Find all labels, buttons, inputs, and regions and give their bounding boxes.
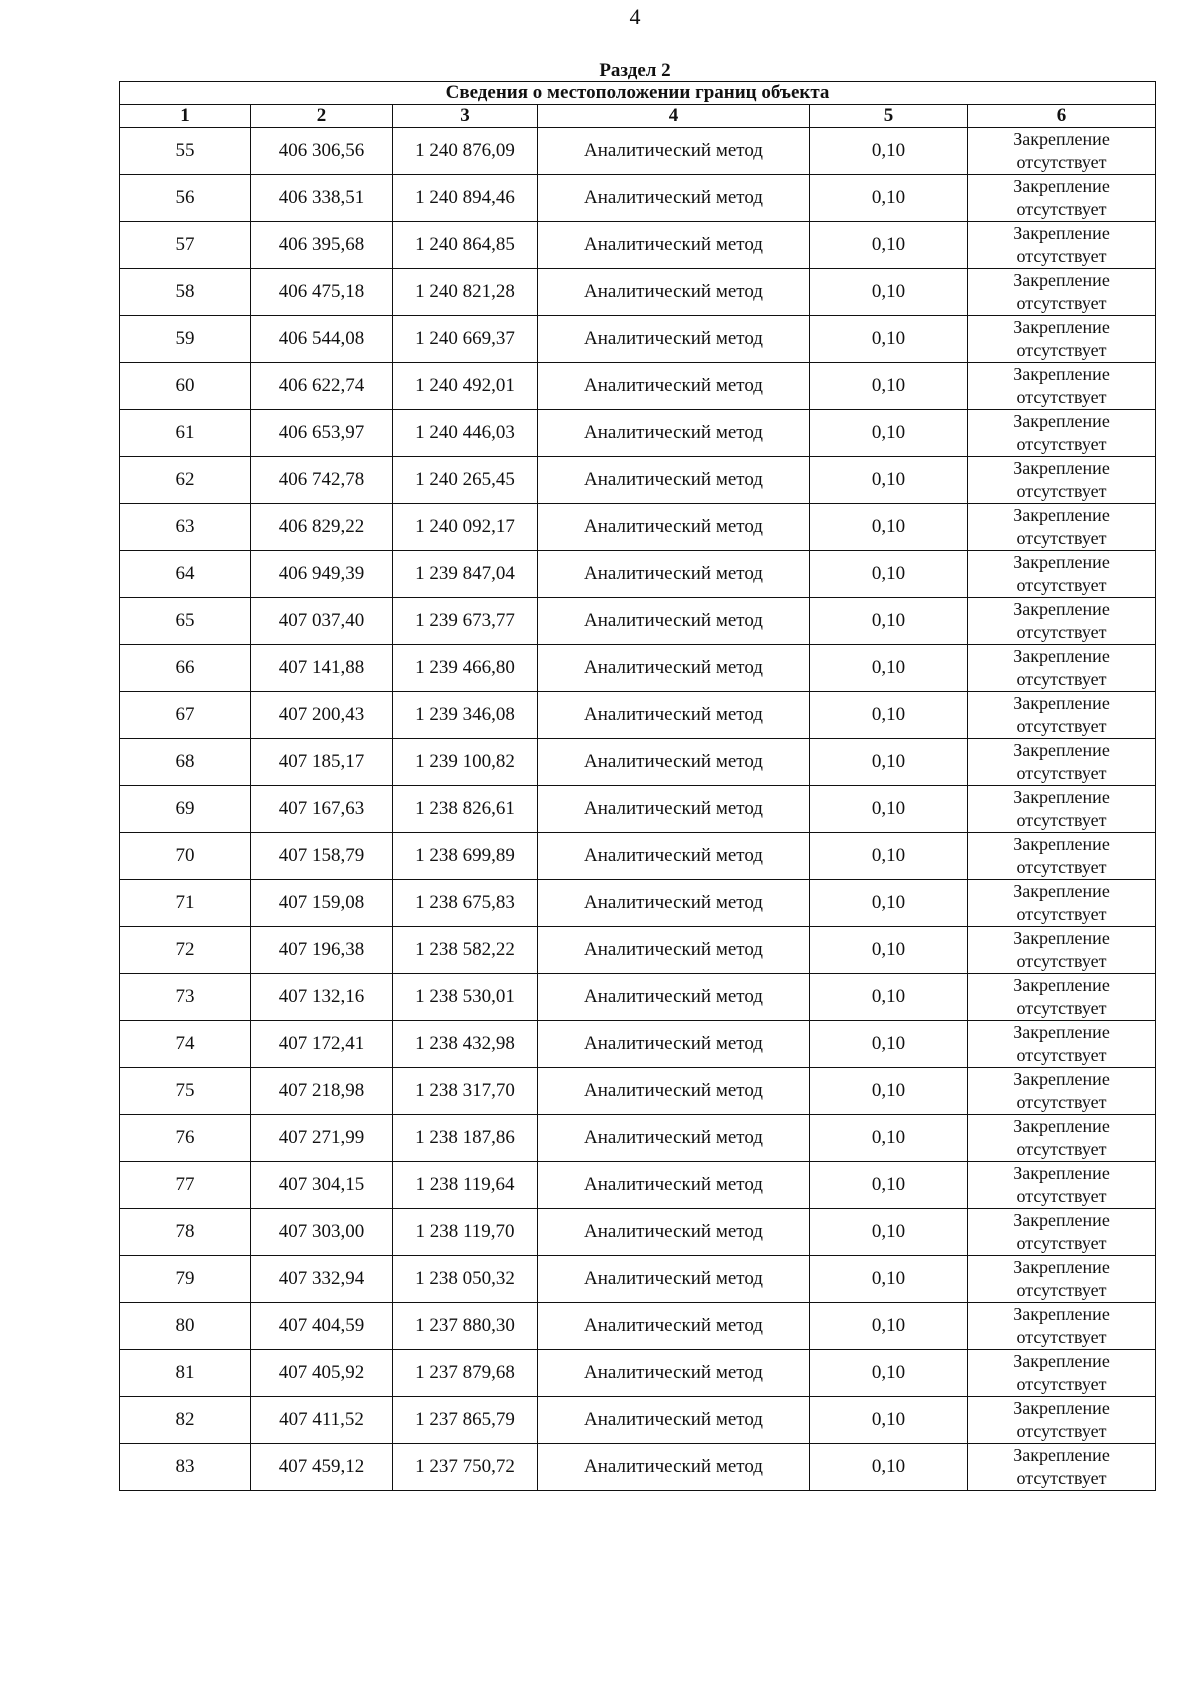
table-caption: Сведения о местоположении границ объекта	[120, 82, 1156, 105]
fixation-cell	[968, 974, 1156, 1021]
point-number-cell: 64	[120, 551, 251, 598]
y-coordinate-cell: 1 238 582,22	[393, 927, 538, 974]
fixation-cell	[968, 128, 1156, 175]
table-row	[120, 1115, 1156, 1162]
y-coordinate-cell: 1 240 446,03	[393, 410, 538, 457]
fixation-cell	[968, 1115, 1156, 1162]
point-number-cell: 73	[120, 974, 251, 1021]
fixation-cell	[968, 1303, 1156, 1350]
point-number-cell: 72	[120, 927, 251, 974]
method-cell: Аналитический метод	[538, 1303, 810, 1350]
y-coordinate-cell: 1 238 187,86	[393, 1115, 538, 1162]
fixation-cell	[968, 739, 1156, 786]
method-cell: Аналитический метод	[538, 316, 810, 363]
y-coordinate-cell: 1 238 119,70	[393, 1209, 538, 1256]
method-cell: Аналитический метод	[538, 1068, 810, 1115]
fixation-cell	[968, 457, 1156, 504]
point-number-cell: 60	[120, 363, 251, 410]
point-number-cell: 79	[120, 1256, 251, 1303]
point-number-cell: 65	[120, 598, 251, 645]
precision-cell: 0,10	[810, 786, 968, 833]
fixation-line-1: Закрепление	[1013, 834, 1110, 854]
fixation-line-2: отсутствует	[1016, 716, 1107, 736]
fixation-line-2: отсутствует	[1016, 904, 1107, 924]
method-cell: Аналитический метод	[538, 128, 810, 175]
point-number-cell: 81	[120, 1350, 251, 1397]
table-row	[120, 1303, 1156, 1350]
fixation-line-1: Закрепление	[1013, 1398, 1110, 1418]
fixation-line-1: Закрепление	[1013, 1257, 1110, 1277]
method-cell: Аналитический метод	[538, 927, 810, 974]
precision-cell: 0,10	[810, 410, 968, 457]
precision-cell: 0,10	[810, 974, 968, 1021]
method-cell: Аналитический метод	[538, 880, 810, 927]
point-number-cell: 71	[120, 880, 251, 927]
fixation-line-2: отсутствует	[1016, 1045, 1107, 1065]
table-header	[120, 82, 1156, 128]
fixation-cell	[968, 175, 1156, 222]
table-row	[120, 457, 1156, 504]
x-coordinate-cell: 407 218,98	[251, 1068, 393, 1115]
precision-cell: 0,10	[810, 269, 968, 316]
y-coordinate-cell: 1 239 466,80	[393, 645, 538, 692]
fixation-line-1: Закрепление	[1013, 975, 1110, 995]
method-cell: Аналитический метод	[538, 269, 810, 316]
method-cell: Аналитический метод	[538, 739, 810, 786]
point-number-cell: 78	[120, 1209, 251, 1256]
fixation-line-2: отсутствует	[1016, 669, 1107, 689]
fixation-line-2: отсутствует	[1016, 1374, 1107, 1394]
fixation-line-1: Закрепление	[1013, 1069, 1110, 1089]
method-cell: Аналитический метод	[538, 175, 810, 222]
x-coordinate-cell: 406 622,74	[251, 363, 393, 410]
fixation-line-2: отсутствует	[1016, 1186, 1107, 1206]
fixation-cell	[968, 598, 1156, 645]
fixation-line-2: отсутствует	[1016, 1233, 1107, 1253]
y-coordinate-cell: 1 240 821,28	[393, 269, 538, 316]
precision-cell: 0,10	[810, 1350, 968, 1397]
fixation-line-2: отсутствует	[1016, 434, 1107, 454]
precision-cell: 0,10	[810, 1115, 968, 1162]
method-cell: Аналитический метод	[538, 457, 810, 504]
column-number-3: 3	[393, 105, 538, 128]
x-coordinate-cell: 407 304,15	[251, 1162, 393, 1209]
y-coordinate-cell: 1 240 492,01	[393, 363, 538, 410]
fixation-line-1: Закрепление	[1013, 881, 1110, 901]
precision-cell: 0,10	[810, 692, 968, 739]
fixation-line-2: отсутствует	[1016, 293, 1107, 313]
method-cell: Аналитический метод	[538, 974, 810, 1021]
fixation-line-2: отсутствует	[1016, 1280, 1107, 1300]
fixation-line-1: Закрепление	[1013, 176, 1110, 196]
point-number-cell: 56	[120, 175, 251, 222]
point-number-cell: 59	[120, 316, 251, 363]
method-cell: Аналитический метод	[538, 833, 810, 880]
x-coordinate-cell: 407 172,41	[251, 1021, 393, 1068]
column-number-2: 2	[251, 105, 393, 128]
fixation-line-1: Закрепление	[1013, 1351, 1110, 1371]
column-number-5: 5	[810, 105, 968, 128]
fixation-cell	[968, 786, 1156, 833]
method-cell: Аналитический метод	[538, 551, 810, 598]
x-coordinate-cell: 406 829,22	[251, 504, 393, 551]
precision-cell: 0,10	[810, 222, 968, 269]
fixation-line-2: отсутствует	[1016, 998, 1107, 1018]
point-number-cell: 83	[120, 1444, 251, 1491]
precision-cell: 0,10	[810, 598, 968, 645]
y-coordinate-cell: 1 238 675,83	[393, 880, 538, 927]
point-number-cell: 76	[120, 1115, 251, 1162]
fixation-cell	[968, 1350, 1156, 1397]
fixation-line-1: Закрепление	[1013, 317, 1110, 337]
method-cell: Аналитический метод	[538, 598, 810, 645]
x-coordinate-cell: 407 159,08	[251, 880, 393, 927]
fixation-cell	[968, 880, 1156, 927]
method-cell: Аналитический метод	[538, 504, 810, 551]
fixation-line-1: Закрепление	[1013, 552, 1110, 572]
point-number-cell: 68	[120, 739, 251, 786]
fixation-line-2: отсутствует	[1016, 1327, 1107, 1347]
fixation-cell	[968, 1068, 1156, 1115]
precision-cell: 0,10	[810, 880, 968, 927]
x-coordinate-cell: 407 459,12	[251, 1444, 393, 1491]
column-number-6: 6	[968, 105, 1156, 128]
precision-cell: 0,10	[810, 551, 968, 598]
y-coordinate-cell: 1 240 092,17	[393, 504, 538, 551]
y-coordinate-cell: 1 237 880,30	[393, 1303, 538, 1350]
y-coordinate-cell: 1 237 865,79	[393, 1397, 538, 1444]
x-coordinate-cell: 407 196,38	[251, 927, 393, 974]
table-row	[120, 598, 1156, 645]
fixation-line-1: Закрепление	[1013, 1163, 1110, 1183]
fixation-cell	[968, 363, 1156, 410]
fixation-line-1: Закрепление	[1013, 740, 1110, 760]
fixation-line-1: Закрепление	[1013, 411, 1110, 431]
table-row	[120, 222, 1156, 269]
table-row	[120, 739, 1156, 786]
y-coordinate-cell: 1 240 864,85	[393, 222, 538, 269]
fixation-line-2: отсутствует	[1016, 1421, 1107, 1441]
x-coordinate-cell: 407 037,40	[251, 598, 393, 645]
point-number-cell: 63	[120, 504, 251, 551]
precision-cell: 0,10	[810, 363, 968, 410]
precision-cell: 0,10	[810, 1444, 968, 1491]
method-cell: Аналитический метод	[538, 1115, 810, 1162]
point-number-cell: 75	[120, 1068, 251, 1115]
x-coordinate-cell: 407 158,79	[251, 833, 393, 880]
fixation-line-2: отсутствует	[1016, 387, 1107, 407]
x-coordinate-cell: 407 185,17	[251, 739, 393, 786]
fixation-line-1: Закрепление	[1013, 223, 1110, 243]
fixation-line-2: отсутствует	[1016, 481, 1107, 501]
table-row	[120, 974, 1156, 1021]
point-number-cell: 66	[120, 645, 251, 692]
fixation-line-2: отсутствует	[1016, 199, 1107, 219]
fixation-line-2: отсутствует	[1016, 951, 1107, 971]
x-coordinate-cell: 407 271,99	[251, 1115, 393, 1162]
table-row	[120, 1209, 1156, 1256]
point-number-cell: 70	[120, 833, 251, 880]
table-row	[120, 1068, 1156, 1115]
precision-cell: 0,10	[810, 457, 968, 504]
fixation-cell	[968, 1397, 1156, 1444]
table-row	[120, 410, 1156, 457]
y-coordinate-cell: 1 238 699,89	[393, 833, 538, 880]
method-cell: Аналитический метод	[538, 786, 810, 833]
fixation-cell	[968, 504, 1156, 551]
precision-cell: 0,10	[810, 1068, 968, 1115]
y-coordinate-cell: 1 237 879,68	[393, 1350, 538, 1397]
y-coordinate-cell: 1 238 119,64	[393, 1162, 538, 1209]
x-coordinate-cell: 407 200,43	[251, 692, 393, 739]
point-number-cell: 77	[120, 1162, 251, 1209]
fixation-line-2: отсутствует	[1016, 857, 1107, 877]
table-row	[120, 551, 1156, 598]
x-coordinate-cell: 407 303,00	[251, 1209, 393, 1256]
x-coordinate-cell: 406 653,97	[251, 410, 393, 457]
y-coordinate-cell: 1 239 100,82	[393, 739, 538, 786]
method-cell: Аналитический метод	[538, 1256, 810, 1303]
y-coordinate-cell: 1 237 750,72	[393, 1444, 538, 1491]
x-coordinate-cell: 407 141,88	[251, 645, 393, 692]
table-row	[120, 692, 1156, 739]
fixation-line-1: Закрепление	[1013, 1116, 1110, 1136]
x-coordinate-cell: 406 949,39	[251, 551, 393, 598]
fixation-line-2: отсутствует	[1016, 763, 1107, 783]
precision-cell: 0,10	[810, 316, 968, 363]
y-coordinate-cell: 1 238 826,61	[393, 786, 538, 833]
point-number-cell: 80	[120, 1303, 251, 1350]
table-row	[120, 786, 1156, 833]
table-row	[120, 1350, 1156, 1397]
fixation-cell	[968, 927, 1156, 974]
fixation-line-2: отсутствует	[1016, 575, 1107, 595]
fixation-cell	[968, 645, 1156, 692]
x-coordinate-cell: 406 338,51	[251, 175, 393, 222]
table-row	[120, 1162, 1156, 1209]
point-number-cell: 82	[120, 1397, 251, 1444]
point-number-cell: 62	[120, 457, 251, 504]
precision-cell: 0,10	[810, 1209, 968, 1256]
fixation-line-2: отсутствует	[1016, 1092, 1107, 1112]
fixation-cell	[968, 1444, 1156, 1491]
table-body	[120, 128, 1156, 1491]
x-coordinate-cell: 406 475,18	[251, 269, 393, 316]
y-coordinate-cell: 1 240 876,09	[393, 128, 538, 175]
fixation-line-1: Закрепление	[1013, 599, 1110, 619]
fixation-line-2: отсутствует	[1016, 810, 1107, 830]
precision-cell: 0,10	[810, 1256, 968, 1303]
fixation-line-1: Закрепление	[1013, 1445, 1110, 1465]
precision-cell: 0,10	[810, 1021, 968, 1068]
section-title: Раздел 2	[599, 60, 671, 81]
fixation-line-1: Закрепление	[1013, 787, 1110, 807]
precision-cell: 0,10	[810, 927, 968, 974]
fixation-cell	[968, 833, 1156, 880]
point-number-cell: 74	[120, 1021, 251, 1068]
point-number-cell: 61	[120, 410, 251, 457]
method-cell: Аналитический метод	[538, 410, 810, 457]
column-number-1: 1	[120, 105, 251, 128]
precision-cell: 0,10	[810, 175, 968, 222]
x-coordinate-cell: 407 405,92	[251, 1350, 393, 1397]
precision-cell: 0,10	[810, 128, 968, 175]
y-coordinate-cell: 1 238 317,70	[393, 1068, 538, 1115]
y-coordinate-cell: 1 238 432,98	[393, 1021, 538, 1068]
table-row	[120, 128, 1156, 175]
table-row	[120, 269, 1156, 316]
fixation-cell	[968, 222, 1156, 269]
point-number-cell: 55	[120, 128, 251, 175]
fixation-cell	[968, 551, 1156, 598]
precision-cell: 0,10	[810, 504, 968, 551]
column-number-row	[120, 105, 1156, 128]
table-row	[120, 363, 1156, 410]
table-row	[120, 880, 1156, 927]
fixation-cell	[968, 410, 1156, 457]
fixation-line-1: Закрепление	[1013, 270, 1110, 290]
fixation-line-1: Закрепление	[1013, 129, 1110, 149]
fixation-line-1: Закрепление	[1013, 458, 1110, 478]
fixation-line-1: Закрепление	[1013, 646, 1110, 666]
precision-cell: 0,10	[810, 645, 968, 692]
point-number-cell: 67	[120, 692, 251, 739]
method-cell: Аналитический метод	[538, 1162, 810, 1209]
x-coordinate-cell: 406 395,68	[251, 222, 393, 269]
method-cell: Аналитический метод	[538, 1350, 810, 1397]
page-number: 4	[629, 4, 641, 29]
y-coordinate-cell: 1 240 894,46	[393, 175, 538, 222]
y-coordinate-cell: 1 240 669,37	[393, 316, 538, 363]
method-cell: Аналитический метод	[538, 222, 810, 269]
x-coordinate-cell: 406 544,08	[251, 316, 393, 363]
fixation-line-1: Закрепление	[1013, 928, 1110, 948]
fixation-line-2: отсутствует	[1016, 528, 1107, 548]
x-coordinate-cell: 406 306,56	[251, 128, 393, 175]
method-cell: Аналитический метод	[538, 1021, 810, 1068]
table-row	[120, 1444, 1156, 1491]
point-number-cell: 69	[120, 786, 251, 833]
table-row	[120, 1397, 1156, 1444]
fixation-cell	[968, 1021, 1156, 1068]
table-row	[120, 1021, 1156, 1068]
fixation-line-1: Закрепление	[1013, 693, 1110, 713]
table-row	[120, 316, 1156, 363]
method-cell: Аналитический метод	[538, 363, 810, 410]
point-number-cell: 58	[120, 269, 251, 316]
table-row	[120, 1256, 1156, 1303]
precision-cell: 0,10	[810, 1162, 968, 1209]
table-row	[120, 504, 1156, 551]
fixation-line-2: отсутствует	[1016, 1139, 1107, 1159]
y-coordinate-cell: 1 238 530,01	[393, 974, 538, 1021]
fixation-cell	[968, 1162, 1156, 1209]
y-coordinate-cell: 1 239 847,04	[393, 551, 538, 598]
fixation-cell	[968, 316, 1156, 363]
x-coordinate-cell: 407 167,63	[251, 786, 393, 833]
y-coordinate-cell: 1 240 265,45	[393, 457, 538, 504]
table-row	[120, 175, 1156, 222]
fixation-line-2: отсутствует	[1016, 152, 1107, 172]
x-coordinate-cell: 407 404,59	[251, 1303, 393, 1350]
precision-cell: 0,10	[810, 739, 968, 786]
fixation-line-1: Закрепление	[1013, 1210, 1110, 1230]
boundary-coordinates-table	[119, 81, 1156, 1491]
table-row	[120, 833, 1156, 880]
fixation-line-1: Закрепление	[1013, 364, 1110, 384]
fixation-cell	[968, 692, 1156, 739]
y-coordinate-cell: 1 238 050,32	[393, 1256, 538, 1303]
y-coordinate-cell: 1 239 346,08	[393, 692, 538, 739]
fixation-line-1: Закрепление	[1013, 1022, 1110, 1042]
fixation-cell	[968, 1209, 1156, 1256]
x-coordinate-cell: 407 411,52	[251, 1397, 393, 1444]
fixation-cell	[968, 1256, 1156, 1303]
table-row	[120, 927, 1156, 974]
fixation-line-1: Закрепление	[1013, 1304, 1110, 1324]
table-caption-row	[120, 82, 1156, 105]
fixation-line-1: Закрепление	[1013, 505, 1110, 525]
y-coordinate-cell: 1 239 673,77	[393, 598, 538, 645]
x-coordinate-cell: 407 332,94	[251, 1256, 393, 1303]
precision-cell: 0,10	[810, 1397, 968, 1444]
x-coordinate-cell: 406 742,78	[251, 457, 393, 504]
precision-cell: 0,10	[810, 1303, 968, 1350]
table-row	[120, 645, 1156, 692]
column-number-4: 4	[538, 105, 810, 128]
fixation-line-2: отсутствует	[1016, 246, 1107, 266]
x-coordinate-cell: 407 132,16	[251, 974, 393, 1021]
point-number-cell: 57	[120, 222, 251, 269]
method-cell: Аналитический метод	[538, 1397, 810, 1444]
precision-cell: 0,10	[810, 833, 968, 880]
method-cell: Аналитический метод	[538, 1209, 810, 1256]
fixation-line-2: отсутствует	[1016, 1468, 1107, 1488]
fixation-line-2: отсутствует	[1016, 340, 1107, 360]
fixation-cell	[968, 269, 1156, 316]
fixation-line-2: отсутствует	[1016, 622, 1107, 642]
method-cell: Аналитический метод	[538, 1444, 810, 1491]
method-cell: Аналитический метод	[538, 692, 810, 739]
method-cell: Аналитический метод	[538, 645, 810, 692]
